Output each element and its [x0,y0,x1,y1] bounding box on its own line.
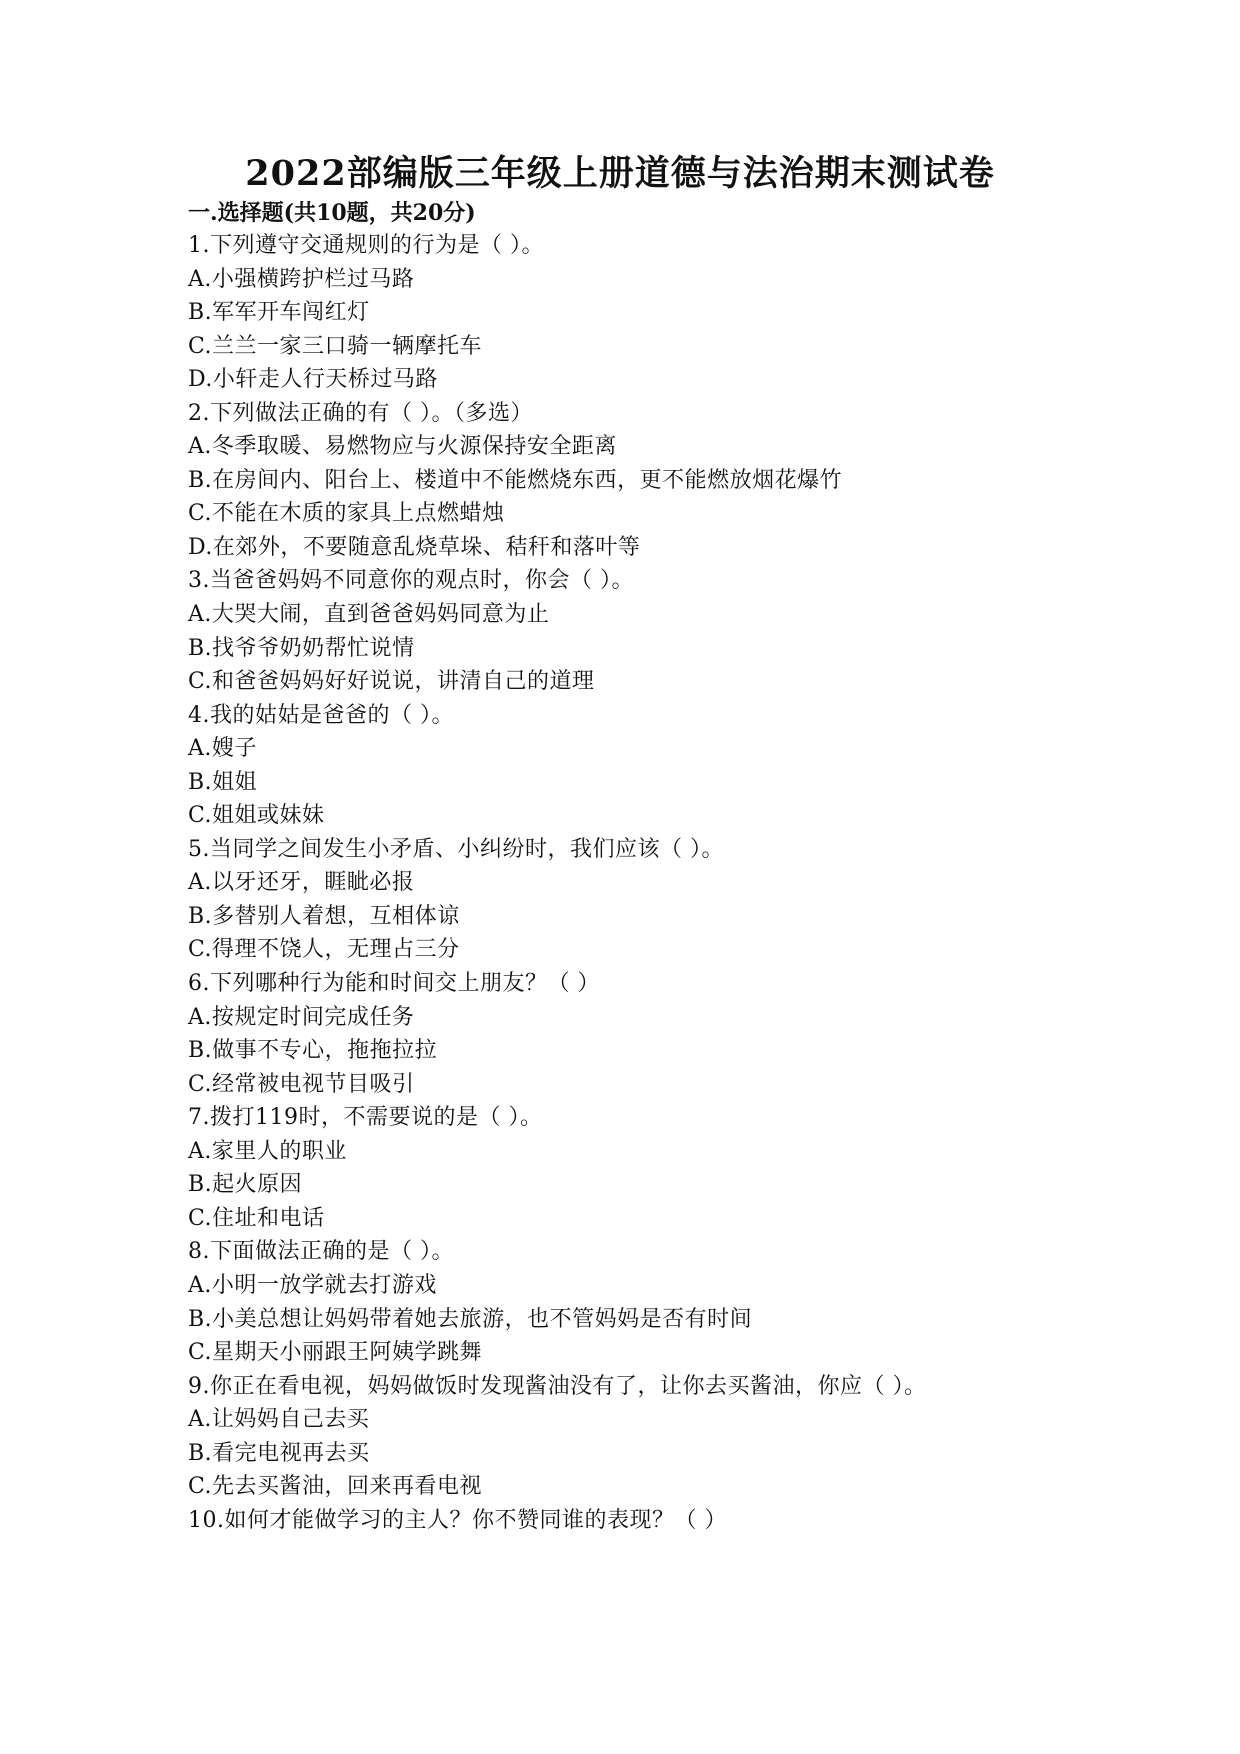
question-10 [188,1504,1188,1538]
option-a: A.让妈妈自己去买 [188,1407,370,1433]
question-stem: 9.你正在看电视，妈妈做饭时发现酱油没有了，让你去买酱油，你应（ ）。 [188,1373,927,1399]
option-b: B.起火原因 [188,1172,303,1198]
option-c: C.姐姐或妹妹 [188,803,325,829]
option-d: D.在郊外，不要随意乱烧草垛、秸秆和落叶等 [188,534,641,560]
exam-page [188,150,1188,1537]
question-stem: 4.我的姑姑是爸爸的（ ）。 [188,702,454,728]
option-a: A.家里人的职业 [188,1138,347,1164]
option-b: B.小美总想让妈妈带着她去旅游，也不管妈妈是否有时间 [188,1306,753,1332]
option-b: B.做事不专心，拖拖拉拉 [188,1038,438,1064]
question-stem: 8.下面做法正确的是（ ）。 [188,1239,454,1265]
option-c: C.先去买酱油，回来再看电视 [188,1474,483,1500]
question-6 [188,967,1188,1101]
option-c: C.经常被电视节目吸引 [188,1071,415,1097]
question-stem: 6.下列哪种行为能和时间交上朋友？（ ） [188,971,600,997]
option-a: A.小明一放学就去打游戏 [188,1272,437,1298]
question-stem: 5.当同学之间发生小矛盾、小纠纷时，我们应该（ ）。 [188,836,724,862]
option-a: A.按规定时间完成任务 [188,1004,415,1030]
option-c: C.得理不饶人，无理占三分 [188,937,460,963]
option-a: A.嫂子 [188,736,257,762]
question-2 [188,397,1188,565]
option-c: C.和爸爸妈妈好好说说，讲清自己的道理 [188,669,595,695]
option-c: C.不能在木质的家具上点燃蜡烛 [188,501,505,527]
question-stem: 10.如何才能做学习的主人？你不赞同谁的表现？（ ） [188,1507,727,1533]
option-b: B.多替别人着想，互相体谅 [188,903,460,929]
question-stem: 1.下列遵守交通规则的行为是（ ）。 [188,233,544,258]
option-b: B.找爷爷奶奶帮忙说情 [188,635,415,661]
option-c: C.星期天小丽跟王阿姨学跳舞 [188,1340,483,1366]
question-1 [188,229,1188,397]
question-stem: 3.当爸爸妈妈不同意你的观点时，你会（ ）。 [188,568,634,594]
option-b: B.看完电视再去买 [188,1440,370,1466]
page-title: 2022部编版三年级上册道德与法治期末测试卷 [245,153,995,194]
question-stem: 2.下列做法正确的有（ ）。（多选） [188,400,533,426]
question-3 [188,564,1188,698]
option-a: A.大哭大闹，直到爸爸妈妈同意为止 [188,602,550,628]
option-d: D.小轩走人行天桥过马路 [188,367,438,393]
option-b: B.军军开车闯红灯 [188,300,370,326]
question-7 [188,1101,1188,1235]
option-a: A.小强横跨护栏过马路 [188,266,415,292]
option-a: A.以牙还牙，睚眦必报 [188,870,415,896]
question-5 [188,833,1188,967]
option-c: C.住址和电话 [188,1205,325,1231]
option-a: A.冬季取暖、易燃物应与火源保持安全距离 [188,434,617,460]
option-b: B.在房间内、阳台上、楼道中不能燃烧东西，更不能燃放烟花爆竹 [188,467,843,493]
question-8 [188,1235,1188,1369]
option-b: B.姐姐 [188,769,258,795]
question-stem: 7.拨打119时，不需要说的是（ ）。 [188,1105,543,1131]
question-9 [188,1370,1188,1504]
question-4 [188,699,1188,833]
section-heading: 一.选择题(共10题，共20分) [188,200,476,226]
option-c: C.兰兰一家三口骑一辆摩托车 [188,333,483,359]
